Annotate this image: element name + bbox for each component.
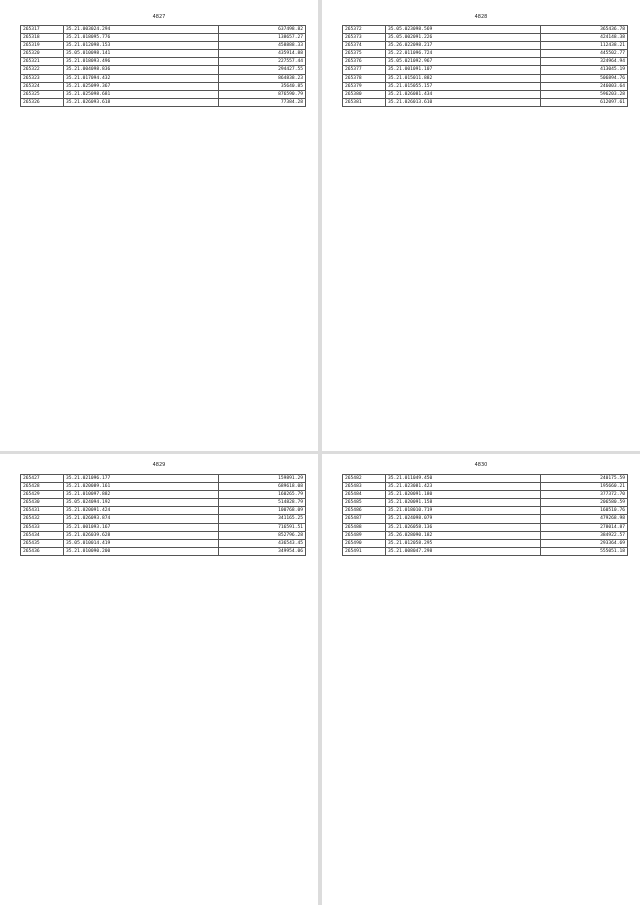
- code-cell: 35.21.012058.295: [386, 539, 541, 547]
- table-row: [343, 82, 628, 90]
- row-id-cell: 265319: [21, 42, 64, 50]
- value-cell: 294427.55: [219, 66, 306, 74]
- value-cell: 458888.33: [219, 42, 306, 50]
- code-cell: 35.21.026058.136: [386, 523, 541, 531]
- row-id-cell: 265433: [21, 523, 64, 531]
- value-cell: 384922.57: [541, 531, 628, 539]
- table-row: [343, 475, 628, 483]
- row-id-cell: 265485: [343, 499, 386, 507]
- data-table: [20, 25, 306, 107]
- row-id-cell: 265380: [343, 90, 386, 98]
- table-row: [343, 42, 628, 50]
- table-row: [21, 475, 306, 483]
- value-cell: 278014.87: [541, 523, 628, 531]
- code-cell: 35.05.023098.569: [386, 26, 541, 34]
- document-page-3: [0, 454, 318, 905]
- code-cell: 35.21.015011.882: [386, 74, 541, 82]
- row-id-cell: 265374: [343, 42, 386, 50]
- table-row: [343, 491, 628, 499]
- row-id-cell: 265486: [343, 507, 386, 515]
- row-id-cell: 265435: [21, 539, 64, 547]
- code-cell: 35.21.023081.423: [386, 483, 541, 491]
- row-id-cell: 265482: [343, 475, 386, 483]
- code-cell: 35.21.020091.424: [64, 507, 219, 515]
- value-cell: 612097.61: [541, 98, 628, 106]
- code-cell: 35.21.017094.432: [64, 74, 219, 82]
- page-number: 4828: [474, 14, 488, 20]
- code-cell: 35.21.021096.177: [64, 475, 219, 483]
- table-row: [343, 98, 628, 106]
- value-cell: 246003.64: [541, 82, 628, 90]
- value-cell: 112438.21: [541, 42, 628, 50]
- value-cell: 227557.44: [219, 58, 306, 66]
- page-number: 4830: [474, 462, 488, 468]
- value-cell: 637498.82: [219, 26, 306, 34]
- value-cell: 35640.85: [219, 82, 306, 90]
- code-cell: 35.21.024098.079: [386, 515, 541, 523]
- code-cell: 35.21.012098.153: [64, 42, 219, 50]
- table-row: [21, 90, 306, 98]
- row-id-cell: 265436: [21, 547, 64, 555]
- table-row: [343, 507, 628, 515]
- value-cell: 349954.06: [219, 547, 306, 555]
- table-row: [21, 531, 306, 539]
- value-cell: 377372.70: [541, 491, 628, 499]
- value-cell: 555051.18: [541, 547, 628, 555]
- code-cell: 35.21.026093.618: [64, 98, 219, 106]
- value-cell: 436543.45: [219, 539, 306, 547]
- table-row: [343, 483, 628, 491]
- table-row: [343, 66, 628, 74]
- code-cell: 35.21.020089.161: [64, 483, 219, 491]
- table-row: [21, 66, 306, 74]
- value-cell: 876590.79: [219, 90, 306, 98]
- code-cell: 35.21.026039.628: [64, 531, 219, 539]
- code-cell: 35.21.018093.496: [64, 58, 219, 66]
- table-row: [21, 26, 306, 34]
- code-cell: 35.26.022098.217: [386, 42, 541, 50]
- table-row: [21, 507, 306, 515]
- row-id-cell: 265321: [21, 58, 64, 66]
- code-cell: 35.21.010090.200: [64, 547, 219, 555]
- row-id-cell: 265378: [343, 74, 386, 82]
- value-cell: 100768.09: [219, 507, 306, 515]
- code-cell: 35.21.018010.719: [386, 507, 541, 515]
- table-row: [21, 98, 306, 106]
- row-id-cell: 265376: [343, 58, 386, 66]
- row-id-cell: 265429: [21, 491, 64, 499]
- code-cell: 35.21.001091.107: [386, 66, 541, 74]
- page-number: 4829: [152, 462, 166, 468]
- value-cell: 852796.28: [219, 531, 306, 539]
- table-row: [21, 34, 306, 42]
- code-cell: 35.21.008047.298: [386, 547, 541, 555]
- value-cell: 864838.23: [219, 74, 306, 82]
- row-id-cell: 265377: [343, 66, 386, 74]
- code-cell: 35.21.020091.158: [386, 499, 541, 507]
- table-row: [21, 539, 306, 547]
- row-id-cell: 265317: [21, 26, 64, 34]
- row-id-cell: 265431: [21, 507, 64, 515]
- value-cell: 365436.78: [541, 26, 628, 34]
- code-cell: 35.21.011049.450: [386, 475, 541, 483]
- value-cell: 479268.98: [541, 515, 628, 523]
- code-cell: 35.21.004098.836: [64, 66, 219, 74]
- row-id-cell: 265434: [21, 531, 64, 539]
- table-row: [21, 74, 306, 82]
- code-cell: 35.21.015055.157: [386, 82, 541, 90]
- row-id-cell: 265322: [21, 66, 64, 74]
- code-cell: 35.21.026093.874: [64, 515, 219, 523]
- code-cell: 35.05.002091.226: [386, 34, 541, 42]
- table-row: [21, 515, 306, 523]
- row-id-cell: 265430: [21, 499, 64, 507]
- table-row: [21, 58, 306, 66]
- code-cell: 35.21.026081.434: [386, 90, 541, 98]
- table-row: [21, 499, 306, 507]
- value-cell: 206580.59: [541, 499, 628, 507]
- row-id-cell: 265323: [21, 74, 64, 82]
- value-cell: 689618.08: [219, 483, 306, 491]
- table-row: [343, 34, 628, 42]
- code-cell: 35.05.021092.967: [386, 58, 541, 66]
- row-id-cell: 265326: [21, 98, 64, 106]
- data-table: [20, 474, 306, 556]
- code-cell: 35.21.025099.367: [64, 82, 219, 90]
- code-cell: 35.21.010097.882: [64, 491, 219, 499]
- table-row: [343, 539, 628, 547]
- code-cell: 35.21.003024.294: [64, 26, 219, 34]
- value-cell: 77384.28: [219, 98, 306, 106]
- value-cell: 195660.21: [541, 483, 628, 491]
- table-row: [343, 531, 628, 539]
- code-cell: 35.05.024094.192: [64, 499, 219, 507]
- row-id-cell: 265488: [343, 523, 386, 531]
- code-cell: 35.05.010014.419: [64, 539, 219, 547]
- row-id-cell: 265432: [21, 515, 64, 523]
- row-id-cell: 265490: [343, 539, 386, 547]
- document-page-1: [0, 0, 318, 451]
- table-row: [343, 74, 628, 82]
- table-row: [343, 90, 628, 98]
- row-id-cell: 265373: [343, 34, 386, 42]
- table-row: [21, 491, 306, 499]
- row-id-cell: 265484: [343, 491, 386, 499]
- code-cell: 35.21.001093.167: [64, 523, 219, 531]
- code-cell: 35.21.025098.681: [64, 90, 219, 98]
- row-id-cell: 265372: [343, 26, 386, 34]
- table-row: [21, 523, 306, 531]
- value-cell: 413045.19: [541, 66, 628, 74]
- row-id-cell: 265489: [343, 531, 386, 539]
- table-row: [343, 26, 628, 34]
- row-id-cell: 265381: [343, 98, 386, 106]
- value-cell: 596203.28: [541, 90, 628, 98]
- table-row: [343, 499, 628, 507]
- table-row: [21, 483, 306, 491]
- table-row: [343, 547, 628, 555]
- row-id-cell: 265324: [21, 82, 64, 90]
- table-row: [343, 515, 628, 523]
- row-id-cell: 265487: [343, 515, 386, 523]
- row-id-cell: 265318: [21, 34, 64, 42]
- table-row: [21, 42, 306, 50]
- value-cell: 716591.51: [219, 523, 306, 531]
- value-cell: 341165.25: [219, 515, 306, 523]
- code-cell: 35.26.028090.182: [386, 531, 541, 539]
- row-id-cell: 265483: [343, 483, 386, 491]
- code-cell: 35.22.011096.724: [386, 50, 541, 58]
- value-cell: 138657.27: [219, 34, 306, 42]
- table-row: [21, 50, 306, 58]
- table-row: [343, 50, 628, 58]
- value-cell: 324964.94: [541, 58, 628, 66]
- document-page-2: [322, 0, 640, 451]
- code-cell: 35.21.018095.776: [64, 34, 219, 42]
- table-row: [343, 523, 628, 531]
- data-table: [342, 25, 628, 107]
- value-cell: 424148.38: [541, 34, 628, 42]
- document-page-4: [322, 454, 640, 905]
- table-row: [21, 547, 306, 555]
- value-cell: 514828.79: [219, 499, 306, 507]
- value-cell: 506894.76: [541, 74, 628, 82]
- page-number: 4827: [152, 14, 166, 20]
- code-cell: 35.05.010098.141: [64, 50, 219, 58]
- value-cell: 293364.69: [541, 539, 628, 547]
- value-cell: 160265.79: [219, 491, 306, 499]
- row-id-cell: 265375: [343, 50, 386, 58]
- table-row: [21, 82, 306, 90]
- data-table: [342, 474, 628, 556]
- row-id-cell: 265325: [21, 90, 64, 98]
- code-cell: 35.21.020091.180: [386, 491, 541, 499]
- row-id-cell: 265320: [21, 50, 64, 58]
- table-row: [343, 58, 628, 66]
- value-cell: 435914.88: [219, 50, 306, 58]
- code-cell: 35.21.026013.610: [386, 98, 541, 106]
- value-cell: 159891.29: [219, 475, 306, 483]
- row-id-cell: 265379: [343, 82, 386, 90]
- value-cell: 160510.76: [541, 507, 628, 515]
- row-id-cell: 265491: [343, 547, 386, 555]
- value-cell: 445502.77: [541, 50, 628, 58]
- row-id-cell: 265427: [21, 475, 64, 483]
- row-id-cell: 265428: [21, 483, 64, 491]
- value-cell: 240175.59: [541, 475, 628, 483]
